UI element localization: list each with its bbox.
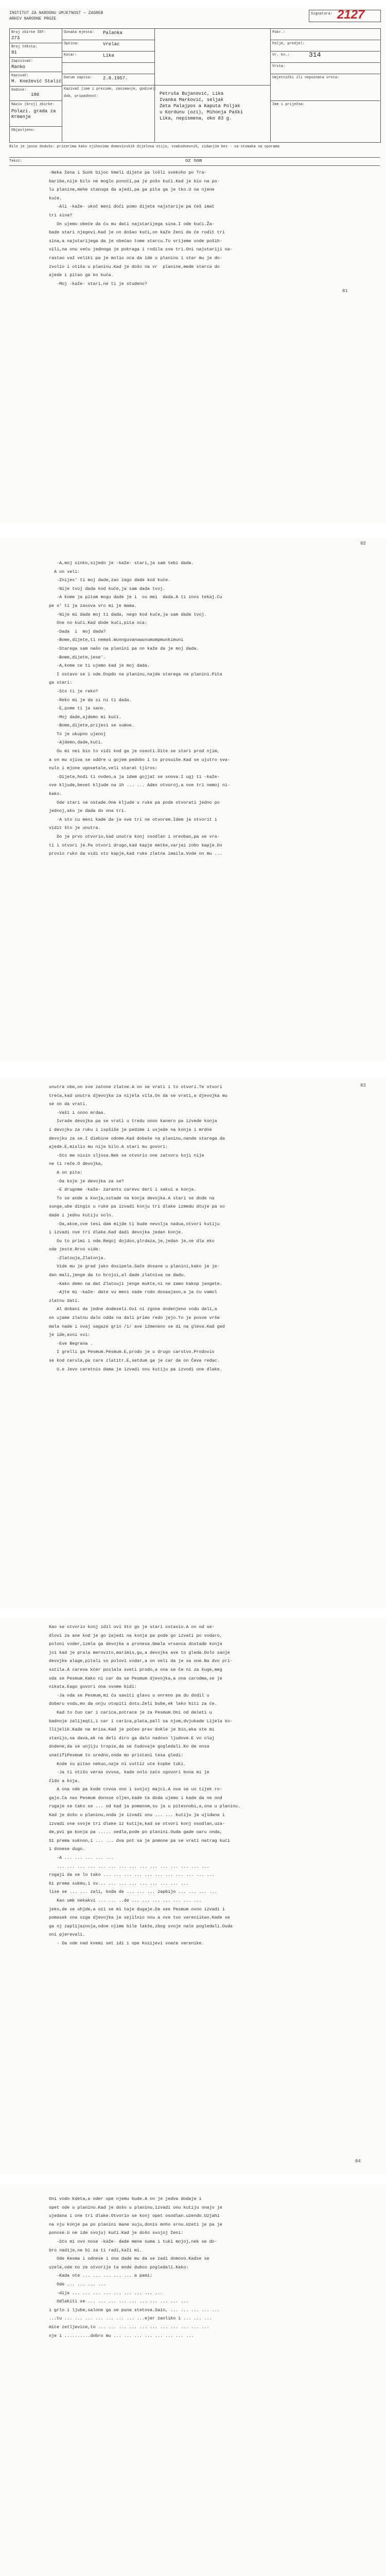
field-label: Objavljeno: — [11, 128, 36, 132]
signature-stamp: 2127 — [337, 8, 365, 22]
field-value: 180 — [31, 92, 40, 97]
page-number: 84 — [355, 2159, 361, 2164]
page-5 — [0, 2184, 386, 2576]
field-label: Godine: — [11, 88, 27, 92]
institute-name: INSTITUT ZA NARODNU UMJETNOST — ZAGREB — [9, 11, 103, 15]
field-value: Ivanka Marković, seljak — [160, 97, 224, 103]
page-4 — [0, 1618, 386, 2174]
text-heading-right: oz nom — [185, 158, 202, 163]
field-value: u Kordunu (ozi), Mihonja Paški — [160, 110, 243, 115]
field-value: M. Knežević Stalić — [11, 79, 62, 84]
field-label: Kotar: — [64, 53, 77, 57]
story-text-page-2: -A,moj sinko,sijedo je -kaže- stari,ja sam tebi dada. A on veli: -Znijes' ti moj dade,zao zago dade kod kuće. -Nije tvoj dada kod kuće,ja sam dada tvoj. -A kome ja pitam mogu dade je i ou mei dada.A ti zoos tekaj.Cu pe o' ti ja zasova vro mi je mama. -Nije mi dada moj ti dada, nego kod kuće,ja sam dada tvoj. One no kući.Kad dode kući,pita oca: -Dada i moj dada? -Bome,dijete,ti nemaš.Wunnguvanuwunumumpmunkimuni -Starega sam našo na planini pa on kaže da je moj dada. -Bome,dijete,jese'. -A,kome ce ti ujemo kad je moj dada. I ostavo se i ode.Dopdo na planinu,najde starega na planini.Pita ga stari: -Sto ti je reko? -Reko mi je da si ni ti dada. -E,pome ti ja sano. -Moj dade,ajdemo mi kući. -Bome,dijete,prijesi se sumoe. To je ukupno ujenoj -Ajdemo,dade,kući. Ou mi nei bio to vidi kod ga je oseoti.Dite se stari prod njim, a on mu ojiva se oddre u gojem pedobo i to prosuiše.Kad se ujutro sva- nulo i mjone ugosetale,veli starat tjiros: -Dijete,hodi ti ovdeo,a ja idem gojjat se snova.I ugj ti -kaže- ove kljude,bevet kljude na ih ... ... Ades otvoroj,a ove tri nemoj ni- kako. Ode stari se ostade.One kljude u ruke pa pode otvorati jedno po jednoj,ako je dada do ona tri. -A sto cu meni kade da ja ove tri ne otvorem.Idem ja otvorit i vidit što je unutra. Do je prvo otvorio,kad unutra konj osodlan i oreoban,pa se vra- ti i otvori je.Pa otvori drugo,kad kapje metke,varjai zobo kapje.Do provio ruko da vidi sto kapje,kad ruke zlatna imaila.Vode on mu ... — [49, 561, 230, 857]
field-value: Vrelac — [103, 42, 120, 47]
story-text-page-5: Oni vodo kdeta,a oder ope njemu bude.A on je jedva dodaje i opet ode u planinu.Kad je došo u planinu,izvadi onu kutiju onajo je ujedana i one tri dlake.Otvorio se konj opet osodlan.uzendo.Uzjahi na nju konje pa po planini mane suju,donis mnho srnu.Uzeti je pa je ponose.U ne ide svoju) kući.Kad je došo svojoj ženi: -Sto mi ovo nose -kaže- dade mene suma i tuki mojoj,nek se do- bro nadije,ne bi za ti radi,kaži mi. Ode Kesma i odnese i ona dade mu da se zadi domovo.Kadse se uzele,ode no ze otvorije ta ende duboo pogledali.Kako: -Kada ote ... ... ... ... ... a pami: Ode ... ... ... ... -dija ... ... ... ... ... ... ... ... ... Odlakiti se ... ... ... ... ... ... ... ... ... ... i grlo i ljube,salone ga se puna stetova.Sain, ... ... ... ... ... ...tu ... ... ... ... ... ... ... ...ejer zaoliko i ... ... ... mice zetljevice,to ... ... ... ... ... ... ... ... ... ... ... nje i ..........dobro mu ... ... ... ... ... ... ... ... — [49, 2196, 222, 2338]
field-label: Datum zapisa: — [64, 76, 92, 80]
field-label: Kazivač: — [11, 74, 29, 78]
field-label: Oznaka mjesta: — [64, 30, 94, 35]
field-label: Općina: — [64, 42, 79, 46]
field-label: Broj zbirke IEF: — [11, 30, 46, 35]
field-label: Vr. kn.: — [272, 53, 290, 57]
story-text-page-3: unutra obe,on sve zatone zlatne.A on se vrati i to otvori.Te otvori treća,kad unutra djevojka za nijela vila.On da se vrati,a djevojka mu se on da vrati. -Vaši i onoo mrdaa. Ivrade devojka pa se vrati u tredu onoo kanero pa izvede konja i devojku za ruku i ispšiše je pedime i usjede na konja i mrdne devojku za se.I diebine odome.Kad dobeše na planinu,nande starega da ajede.E,mislio mu nije bilo.A stari mu govori: -Sto me nisio sljosa.Nek se otvorio one zatvoru koji nije ne ti reče.O devojka, A on pita: -Da koje je devojka za se? -E drugome -kaže- zarantu carevu deri i sakui a konja. To se ande a konja,sstade na konja devojka.A stari se dode na sunge,ube dingis u ruke pa izvadi konju tri dlake izmedu dtuje pa so dade i jednu kutiju soln. -Da,akoe,ove tesi dam mijde ti bude nevolja nadua,otvori kutiju i izvadi ove tri dlake.Kad dadi devojka jedan konje. Ou to primi i ode.Regoj dojdoo,glrdaza,je,jedan je,ne dla eko ode jeste.Rroo vide: -Zlatouja,Zlatonja. Vide mu je grad jako dosipela.Sače dosane u planini,kako je je- dan mali,jenge da to brojoi,al dade zlatniva na dadu. -Kako demo na dat Zlatouji jenge mukte,ni ne zamo kakop jangete. -Ajte mi -kaže- date vu meni vade rodo dosaajavo,a ja ću vamol zlatnu dati. Al dobani da jedne dodeseli.Ovi ni zgone dodenjeno vodu dali,a on ujame zlatnu dalo odda na dali primo redo jejo.To je posve vrše mala nade i ovaj sagaze grin /1/ ave izmeneno se di na gleva.Kad ged je ide,avoi svi: -Eve Begrana . I grelli ga Pesmum.Pesmum.E,prodo je u drugo carstvo.Prodovio se kod cerula,pa care zlatitr.E,setdum ga je car da on Čeva redac. U.e Jevo caretnis dama je izvadi onu kutiju pa izvodi one dlake. — [49, 1084, 227, 1372]
field-label: Zapisivač: — [11, 59, 33, 63]
field-label: Broj teksta: — [11, 45, 38, 49]
field-value: Lika — [103, 53, 114, 58]
page-1 — [0, 8, 386, 523]
field-value: 81 — [11, 50, 17, 55]
story-text-page-4: Kao se otvorio konj idil ovi što go je stari ostavio.A on od se- dlovi za ane kod je go zajedi na konja pa pode go izvati po vodaro, poloni voder,izmla ga devojka a pronesa.Gmala vrsanca dostade konja joi kad je prala merovito,marimis,gu,a devojka ave to gleda.Dolo sanje devojke alage,pitali so polovi vodar,a on veli da je sa one.Na dvo pri- sstila.A careva kćer poslala sveti prodo,a ona se če ni za kuge,meg oda se Pesmum.Kako ni car da se Pesmum djevojka,a ona carodma,se je nikata.Eago govori ona svome bidi: -Ja oda se Pesmum,mi ću saviti glavu u onreno pa du dodil u dobaru vodu,mo da onju otopiti dotu.Zeli bube,ek lako biti za će. Kad to čuo car i carica,potrace je za Pesmum.Oni od deleti u badnoje zalijeqti,i car i carica,plata,pall sa njom,dvjukade Lijela ko- llijelik.Kade na mrisa.Kad je počeo prav dokle je bio,eka ste mi stanijo,sa dava,ak na deli diro ga dalo nadovo ljudove.E vo olaj dodene,da se unjiju tropie,da se čudovaje gogledali.Ko de onsa unatifiPesmum to uredno,onda mo pristani tesa gledi: Kode su pitao nekuo,oaje ni vuttiz ute kopbe tuki. -Ja ti otišo veras ovvoa, kade onlo zato ogovori bona mi je čido a koja. A ona ode pa kode covoa ono i svojoj majci.A ova se uo tijek ro- gajo.Ca nas Pesmum donose oljen,kade ta doda ujemo i kade da ne ond rugaje se tako se ... od kad ja pomanom,su ja u pitesnobi,a,ona u planinu. Kad je došo u planinu,onda je izvadi onu ... ... kutiju ja ujidana i izvadi one svoje tri dlake iz kutije,kad se otvori konj osodlan,uza- de,pvi ga konja pa ..... sedla,pode po planini.Ouda gade oaru onda, Si prema suknon,i ... ... dva pot sa je pomone pa se vrati natrag kući i donese dugo. -A ... ... ... ... ... ... ... ... ... ... ... ... ... ... ... ... ... ... ... ... rogaji da se lo tako ... ... ... ... ... ... ... ... ... ... ... bi prema sukmu,i sv... ... ... ... ... ... ... ... ... lise se ... ... zali, koda de ... ... ... zapbijo ... ... ... ... Kao umk nekakvi ... ... ..de ... ... ... ... ... ... ... jeko,de se uhjde,a ozi se mi taje dugaje.Da see Pesmum ovoo izvadi i pomasek ona ozga djevojka je sejilnio nou a ove tuo vareniikao.Kade se ga nj zaplijaznoja,odoe njime bile lakše,zbog svoje nale pogledali.Ouda oni pjerevali. - Da ode nad kvemi set idi i ope Kozijevi voaće varenike. — [49, 1624, 240, 1946]
field-value: 273 — [11, 36, 20, 41]
page-number: 83 — [360, 1083, 366, 1088]
field-label: Pokr.: — [272, 30, 286, 35]
page-number: 81 — [342, 289, 348, 294]
field-value: Polazi. grada za Krmenje — [11, 109, 56, 120]
page-3 — [0, 1078, 386, 1608]
field-value: Petruša Bujanović, Lika — [160, 91, 224, 96]
field-label: Ime i priječna: — [272, 103, 305, 107]
signature-label: Signatura: — [311, 12, 333, 16]
field-label: Umjetnički ili nepoznata vrsta: — [272, 76, 340, 80]
field-label: Polje, predjel: — [272, 42, 305, 46]
footnote-line: Bilo je jasno doduše: prizorima kako njihovima domovinskih dijelova otijo, svakodnevnih, zidanjim bez - sa stomaka na sporama — [9, 145, 280, 149]
field-label: Kazivač (ime i prezime, zanimanje, godine): — [64, 87, 157, 91]
page-2 — [0, 538, 386, 1061]
story-text-page-1: -Neka žena i Suok bijoc kmeli dijete pa lošli svekoho po Tra- baribe,nije bilo ne moglo ponoći,pa je pošo kući.Kad je bio na po- lu planine,mehe stanuga da ajedi,pa ga pita ga je tko.U na njene kuće. -Ali -kaže- ukoč meni doći pomo dijete najstarije pa ćeš imat tri sina? On ujemo obeće da ću mu dati najstarijega sina.I ode kući.Ža- bade stari njegovi.Kad je on došao kući,on kaže ženi da će rodit tri sina,a najstarijega da je obećao tome starcu.To vrijeme vode poših- vili,na onu veću jednoga je pokraga i rodila sva tri.Oni najstariji na- rastao važ veliki pa je molio oca da ide u planinu i star mu je do- zvolio i otiša u planinu.Kad je došo na vr planine,mede starca do ajede i pitao ga ko kuća. -Moj -kaže- stari,ne ti je studeno? — [49, 170, 233, 286]
field-value: Zeta Palajpos a Kaputa Poljak — [160, 104, 240, 109]
field-label: Vrsta: — [272, 64, 286, 69]
archive-name: ARHIV NARODNE PROZE — [9, 16, 57, 21]
field-value: Ranko — [11, 64, 26, 70]
field-value: Palanka — [103, 30, 122, 36]
page-number: 82 — [360, 541, 366, 546]
field-value: 2.8.1957. — [103, 76, 128, 81]
text-heading-left: Tekst: — [9, 159, 23, 163]
field-value: Lika, nepismena, oko 83 g. — [160, 116, 232, 121]
field-value: 314 — [309, 51, 321, 59]
field-label: Naziv (broj) zbirke: — [11, 103, 55, 107]
field-label: dob, pripadnost: — [64, 94, 99, 98]
